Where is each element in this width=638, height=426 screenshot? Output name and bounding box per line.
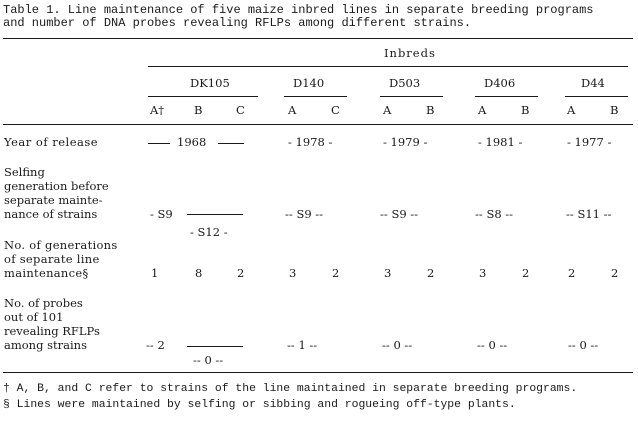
year-dk105: 1968 xyxy=(177,135,207,149)
selfing-dk105-a: S9 xyxy=(157,207,173,221)
probes-dk105-a: 2 xyxy=(157,338,165,352)
dk105-rule xyxy=(148,96,258,97)
generations-d406-b: 2 xyxy=(522,266,530,280)
strain-d140-c: C xyxy=(331,103,340,117)
selfing-d503: S9 xyxy=(391,207,407,221)
inbred-d140: D140 xyxy=(293,76,325,90)
generations-d140-a: 3 xyxy=(289,266,297,280)
generations-d44-b: 2 xyxy=(611,266,619,280)
strain-d140-a: A xyxy=(288,103,297,117)
generations-d503-b: 2 xyxy=(427,266,435,280)
inbreds-rule xyxy=(148,66,628,67)
probes-dk105-bc-rule xyxy=(187,346,243,347)
row-label-selfing-4: nance of strains xyxy=(4,207,98,221)
strain-dk105-a: A† xyxy=(150,103,165,117)
table-caption-line-2: and number of DNA probes revealing RFLPs among different strains. xyxy=(3,16,472,30)
selfing-dk105-bc-rule xyxy=(187,214,243,215)
selfing-d44: S11 xyxy=(577,207,600,221)
year-dash-right xyxy=(218,143,244,144)
generations-d140-c: 2 xyxy=(332,266,340,280)
strain-d406-a: A xyxy=(478,103,487,117)
probes-d44: 0 xyxy=(579,338,587,352)
d140-rule xyxy=(284,96,347,97)
year-d503: 1979 xyxy=(390,135,420,149)
strain-d406-b: B xyxy=(521,103,530,117)
probes-d140: 1 xyxy=(298,338,306,352)
row-label-probes-4: among strains xyxy=(4,338,87,352)
d503-rule xyxy=(380,96,443,97)
row-label-year: Year of release xyxy=(4,135,99,149)
row-label-selfing-2: generation before xyxy=(4,179,109,193)
inbreds-header: Inbreds xyxy=(384,46,436,60)
strain-d503-a: A xyxy=(383,103,392,117)
probes-d503: 0 xyxy=(393,338,401,352)
generations-dk105-c: 2 xyxy=(237,266,245,280)
generations-dk105-a: 1 xyxy=(151,266,159,280)
header-bottom-rule xyxy=(3,124,633,125)
selfing-d406: S8 xyxy=(486,207,502,221)
row-label-generations-2: of separate line xyxy=(4,252,100,266)
row-label-selfing-1: Selfing xyxy=(4,165,45,179)
d44-rule xyxy=(565,96,628,97)
footnote-section: § Lines were maintained by selfing or sibbing and rogueing off-type plants. xyxy=(3,399,516,411)
strain-d44-b: B xyxy=(610,103,619,117)
inbred-d503: D503 xyxy=(389,76,421,90)
strain-dk105-b: B xyxy=(194,103,203,117)
footnote-dagger: † A, B, and C refer to strains of the line maintained in separate breeding programs. xyxy=(3,383,578,395)
probes-dk105-bc: 0 xyxy=(204,353,212,367)
row-label-probes-3: revealing RFLPs xyxy=(4,324,100,338)
strain-dk105-c: C xyxy=(236,103,245,117)
selfing-d140: S9 xyxy=(296,207,312,221)
row-label-selfing-3: separate mainte- xyxy=(4,193,103,207)
bottom-rule xyxy=(3,372,633,373)
row-label-generations-3: maintenance§ xyxy=(4,266,89,280)
generations-dk105-b: 8 xyxy=(195,266,203,280)
year-d140: 1978 xyxy=(295,135,325,149)
year-d406: 1981 xyxy=(485,135,515,149)
year-d44: 1977 xyxy=(574,135,604,149)
strain-d503-b: B xyxy=(426,103,435,117)
row-label-probes-1: No. of probes xyxy=(4,296,83,310)
year-dash-left xyxy=(148,143,170,144)
d406-rule xyxy=(475,96,538,97)
row-label-probes-2: out of 101 xyxy=(4,310,64,324)
table-caption-line-1: Table 1. Line maintenance of five maize inbred lines in separate breeding programs xyxy=(3,3,594,17)
inbred-dk105: DK105 xyxy=(190,76,230,90)
probes-d406: 0 xyxy=(488,338,496,352)
row-label-generations-1: No. of generations xyxy=(4,238,118,252)
inbred-d44: D44 xyxy=(581,76,605,90)
inbred-d406: D406 xyxy=(484,76,516,90)
strain-d44-a: A xyxy=(567,103,576,117)
generations-d44-a: 2 xyxy=(568,266,576,280)
generations-d503-a: 3 xyxy=(384,266,392,280)
selfing-dk105-bc: S12 xyxy=(197,225,221,239)
generations-d406-a: 3 xyxy=(479,266,487,280)
top-rule xyxy=(3,38,633,39)
